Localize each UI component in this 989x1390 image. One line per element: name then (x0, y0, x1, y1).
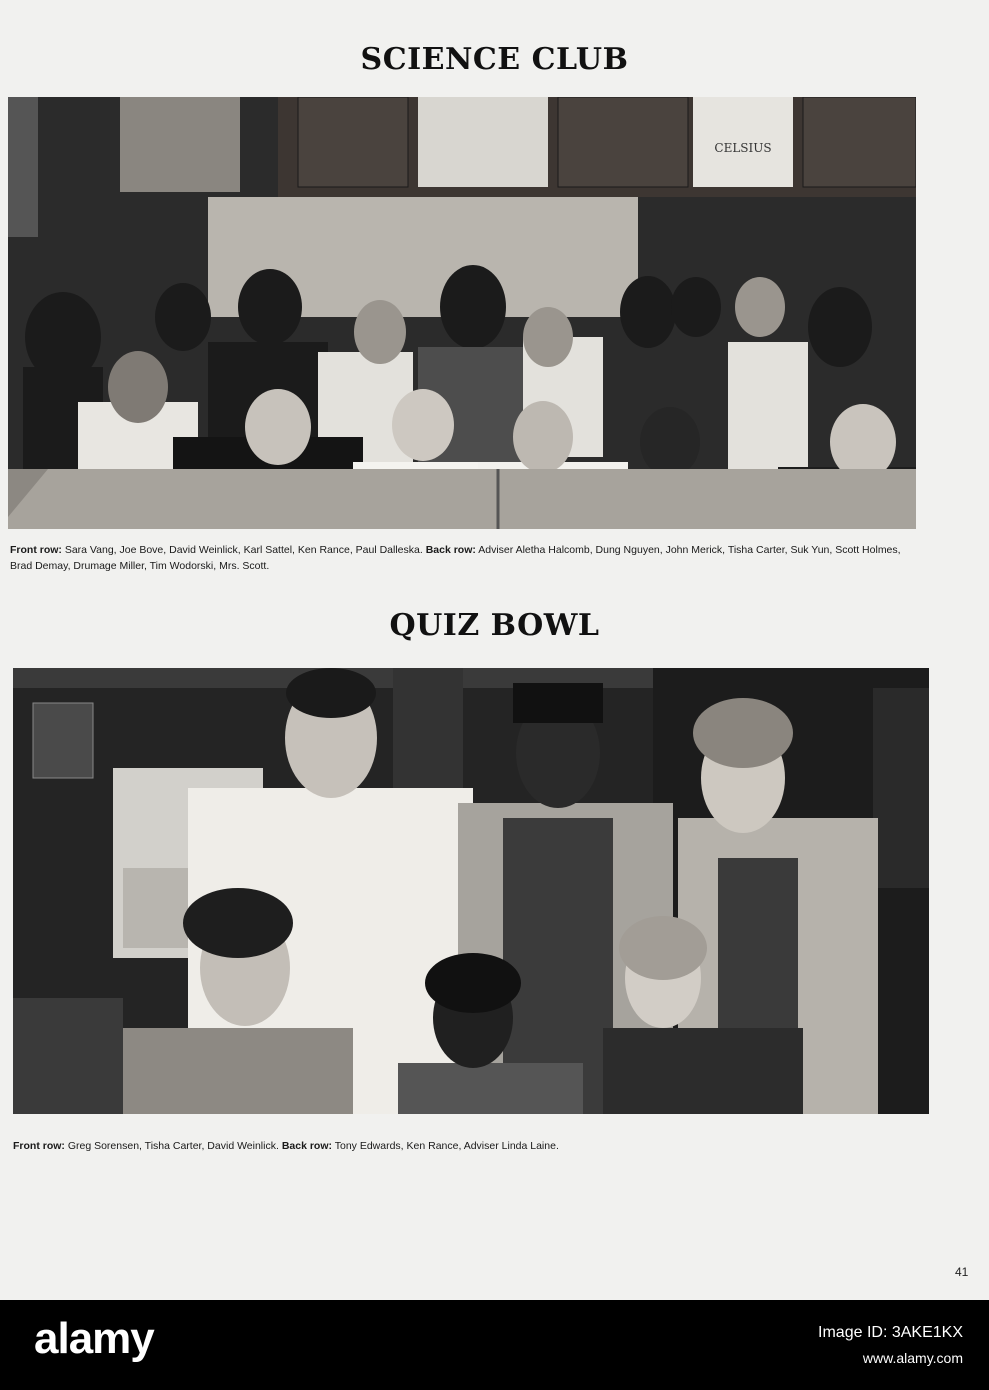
quiz-bowl-caption (13, 1138, 928, 1154)
quiz-back-row-label: Back row: (281, 1140, 332, 1152)
science-front-row-label: Front row: (10, 544, 62, 556)
quiz-bowl-photo-drawing (13, 668, 929, 1114)
stock-watermark-banner (0, 1300, 989, 1390)
page-number: 41 (955, 1265, 969, 1279)
science-club-photo-drawing (8, 97, 916, 529)
quiz-bowl-title: QUIZ BOWL (389, 608, 600, 643)
science-club-title: SCIENCE CLUB (360, 42, 629, 77)
science-club-caption (10, 542, 925, 574)
quiz-front-row-label: Front row: (13, 1140, 65, 1152)
alamy-url: www.alamy.com (862, 1350, 963, 1366)
quiz-back-row-names: Tony Edwards, Ken Rance, Adviser Linda Laine. (332, 1140, 559, 1152)
science-back-row-label: Back row: (425, 544, 476, 556)
quiz-bowl-photo (13, 668, 929, 1114)
celsius-poster-text: CELSIUS (714, 141, 772, 155)
image-id-label: Image ID: 3AKE1KX (818, 1324, 963, 1341)
quiz-front-row-names: Greg Sorensen, Tisha Carter, David Weinlick. (64, 1140, 282, 1152)
science-back-row-names: Adviser Aletha Halcomb, Dung Nguyen, John Merick, Tisha Carter, Suk Yun, Scott Holmes, Brad Demay, Drumage Miller, Tim Wodorski, Mrs. Scott. (10, 544, 901, 572)
science-front-row-names: Sara Vang, Joe Bove, David Weinlick, Karl Sattel, Ken Rance, Paul Dalleska. (61, 544, 426, 556)
science-club-photo (8, 97, 916, 529)
alamy-logo: alamy (34, 1314, 154, 1363)
